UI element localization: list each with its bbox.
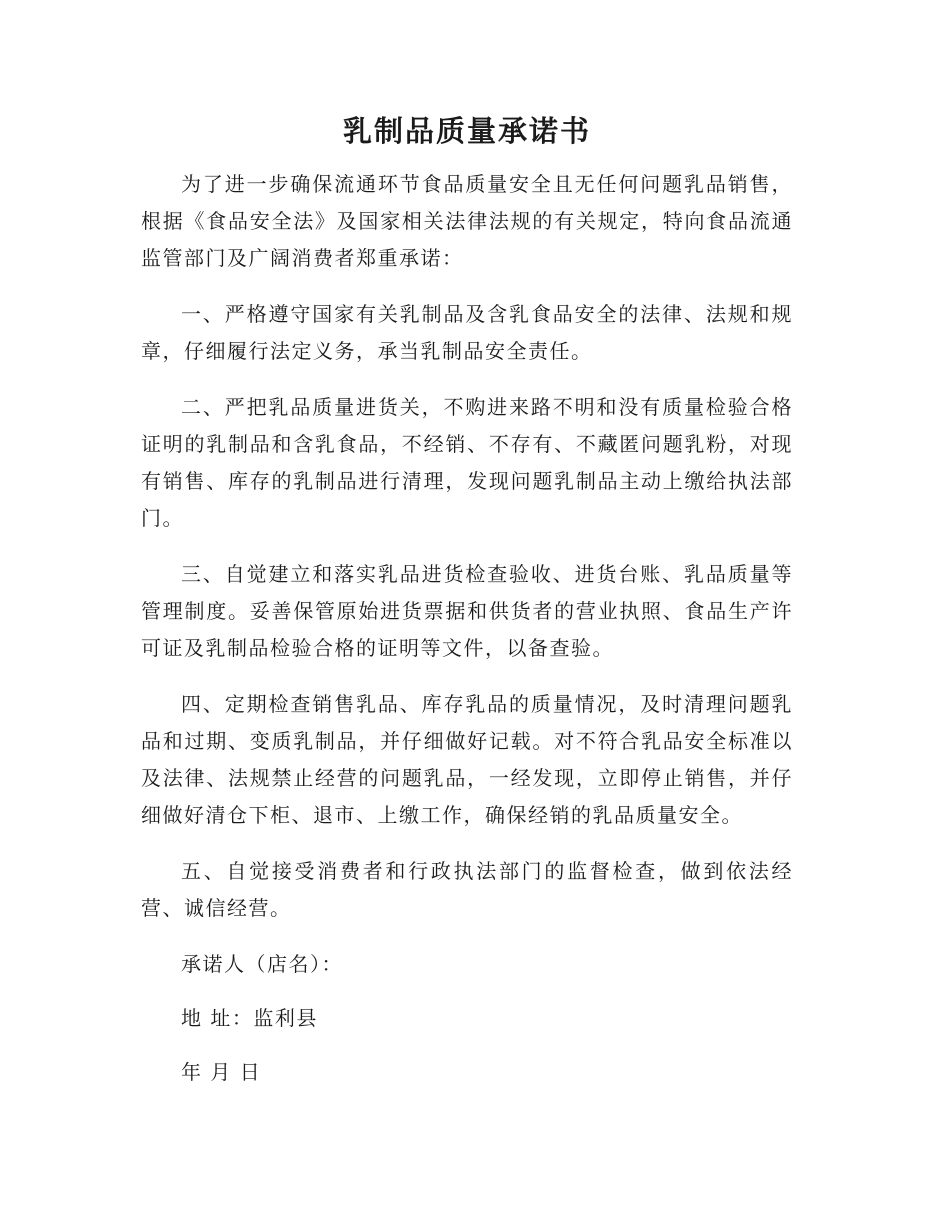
intro-paragraph: 为了进一步确保流通环节食品质量安全且无任何问题乳品销售，根据《食品安全法》及国家相关法律法规的有关规定，特向食品流通监管部门及广阔消费者郑重承诺：	[141, 172, 793, 270]
clause-3: 三、自觉建立和落实乳品进货检查验收、进货台账、乳品质量等管理制度。妥善保管原始进货票据和供货者的营业执照、食品生产许可证及乳制品检验合格的证明等文件，以备查验。	[141, 562, 793, 660]
document-title: 乳制品质量承诺书	[342, 114, 591, 148]
document-body	[141, 104, 793, 1108]
promisor-line: 承诺人（店名）：	[181, 952, 343, 976]
date-line: 年 月 日	[181, 1060, 262, 1084]
clause-4: 四、定期检查销售乳品、库存乳品的质量情况，及时清理问题乳品和过期、变质乳制品，并仔细做好记载。对不符合乳品安全标准以及法律、法规禁止经营的问题乳品，一经发现，立即停止销售，并仔细做好清仓下柜、退市、上缴工作，确保经销的乳品质量安全。	[141, 692, 793, 827]
clause-5: 五、自觉接受消费者和行政执法部门的监督检查，做到依法经营、诚信经营。	[141, 859, 793, 920]
clause-2: 二、严把乳品质量进货关，不购进来路不明和没有质量检验合格证明的乳制品和含乳食品，不经销、不存有、不藏匿问题乳粉，对现有销售、库存的乳制品进行清理，发现问题乳制品主动上缴给执法部门。	[141, 395, 793, 530]
clause-1: 一、严格遵守国家有关乳制品及含乳食品安全的法律、法规和规章，仔细履行法定义务，承当乳制品安全责任。	[141, 302, 793, 363]
address-line: 地 址：监利县	[181, 1006, 318, 1030]
